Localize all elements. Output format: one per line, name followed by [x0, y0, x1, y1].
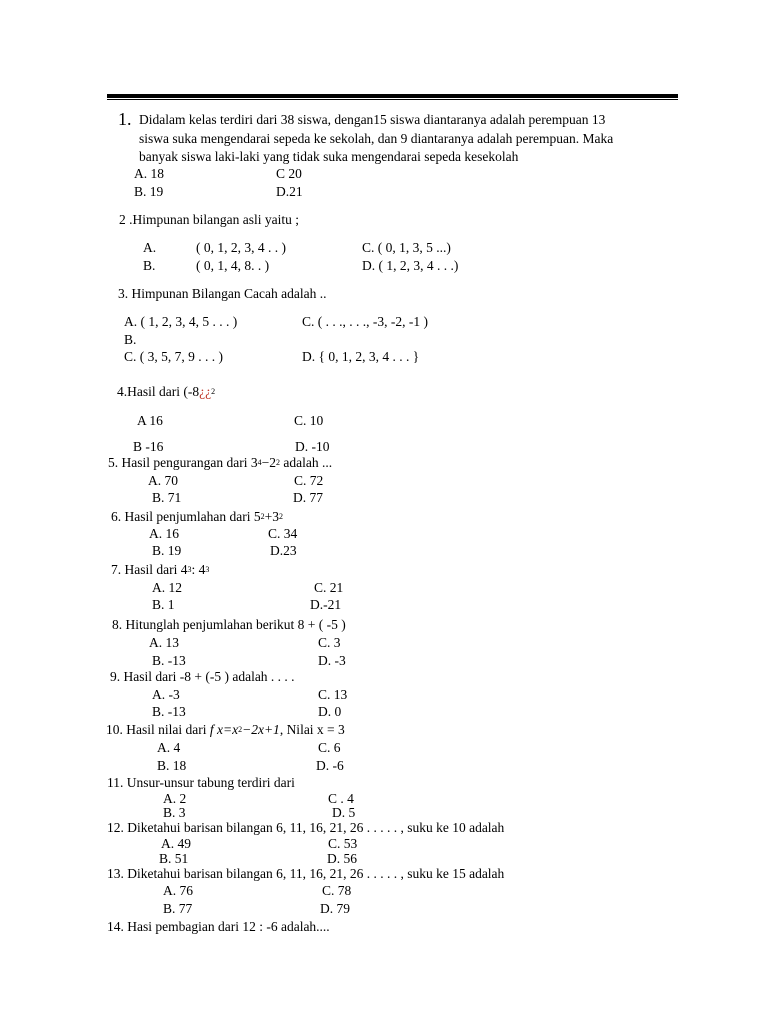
q4-exponent: 2 — [211, 387, 216, 396]
q7-stem — [111, 562, 209, 578]
q11-option-b[interactable]: B. 3 — [163, 805, 186, 820]
q8-option-d[interactable]: D. -3 — [318, 653, 346, 668]
q9-option-d[interactable]: D. 0 — [318, 704, 342, 719]
q12-stem: 12. Diketahui barisan bilangan 6, 11, 16, 21, 26 . . . . . , suku ke 10 adalah — [107, 820, 505, 835]
q11-option-c[interactable]: C . 4 — [328, 791, 354, 806]
q13-stem: 13. Diketahui barisan bilangan 6, 11, 16, 21, 26 . . . . . , suku ke 15 adalah — [107, 866, 505, 881]
q6-stem — [111, 509, 283, 525]
q1-option-b[interactable]: B. 19 — [134, 184, 164, 199]
q8-option-a[interactable]: A. 13 — [149, 635, 179, 650]
q4-stem — [117, 384, 215, 400]
q10-function-rest: −2x+1 — [242, 722, 280, 737]
q3-stem: 3. Himpunan Bilangan Cacah adalah .. — [118, 286, 327, 301]
q12-option-a[interactable]: A. 49 — [161, 836, 191, 851]
q8-stem: 8. Hitunglah penjumlahan berikut 8 + ( -5 ) — [112, 617, 346, 632]
q7-option-b[interactable]: B. 1 — [152, 597, 175, 612]
q6-option-c[interactable]: C. 34 — [268, 526, 298, 541]
q10-option-d[interactable]: D. -6 — [316, 758, 344, 773]
q5-stem — [108, 455, 332, 471]
q7-exponent-1: 3 — [187, 565, 192, 574]
q4-option-b[interactable]: B -16 — [133, 439, 164, 454]
q2-stem: 2 .Himpunan bilangan asli yaitu ; — [119, 212, 299, 227]
q6-plus-term: +3 — [264, 509, 279, 524]
q2-option-b-label[interactable]: B. — [143, 258, 156, 273]
q11-option-a[interactable]: A. 2 — [163, 791, 187, 806]
q6-stem-text: 6. Hasil penjumlahan dari 5 — [111, 509, 261, 524]
q3-option-b-label[interactable]: B. — [124, 332, 137, 347]
q10-stem-end: , Nilai x = 3 — [279, 722, 345, 737]
q10-stem — [106, 722, 345, 738]
q10-option-c[interactable]: C. 6 — [318, 740, 341, 755]
q5-exponent-1: 4 — [257, 458, 262, 467]
q12-option-b[interactable]: B. 51 — [159, 851, 189, 866]
q10-stem-text: 10. Hasil nilai dari — [106, 722, 210, 737]
q9-stem: 9. Hasil dari -8 + (-5 ) adalah . . . . — [110, 669, 295, 684]
q2-option-b[interactable]: ( 0, 1, 4, 8. . ) — [196, 258, 270, 273]
q3-option-c[interactable]: C. ( . . ., . . ., -3, -2, -1 ) — [302, 314, 428, 329]
q7-divide-term: : 4 — [191, 562, 206, 577]
q4-option-a[interactable]: A 16 — [137, 413, 163, 428]
q1-number: 1. — [118, 109, 132, 129]
q9-option-b[interactable]: B. -13 — [152, 704, 186, 719]
q10-option-a[interactable]: A. 4 — [157, 740, 181, 755]
q6-option-d[interactable]: D.23 — [270, 543, 297, 558]
q12-option-c[interactable]: C. 53 — [328, 836, 358, 851]
q12-option-d[interactable]: D. 56 — [327, 851, 357, 866]
q1-option-d[interactable]: D.21 — [276, 184, 303, 199]
q5-stem-end: adalah ... — [279, 455, 333, 470]
q10-function-name: f x — [209, 722, 223, 737]
q1-option-c[interactable]: C 20 — [276, 166, 302, 181]
q5-option-b[interactable]: B. 71 — [152, 490, 182, 505]
q1-stem-line3: banyak siswa laki-laki yang tidak suka mengendarai sepeda kesekolah — [139, 149, 519, 164]
q5-option-c[interactable]: C. 72 — [294, 473, 324, 488]
q1-stem-line2: siswa suka mengendarai sepeda ke sekolah, dan 9 diantaranya adalah perempuan. Maka — [139, 131, 614, 146]
q2-option-d[interactable]: D. ( 1, 2, 3, 4 . . .) — [362, 258, 459, 273]
q7-stem-text: 7. Hasil dari 4 — [111, 562, 188, 577]
q2-option-a-label[interactable]: A. — [143, 240, 157, 255]
header-rule-thick — [107, 94, 678, 98]
q3-option-a[interactable]: A. ( 1, 2, 3, 4, 5 . . . ) — [124, 314, 238, 329]
q4-missing-glyph: ¿¿ — [199, 384, 212, 399]
q6-exponent-2: 2 — [278, 512, 283, 521]
q8-option-c[interactable]: C. 3 — [318, 635, 341, 650]
q13-option-b[interactable]: B. 77 — [163, 901, 193, 916]
q5-stem-text: 5. Hasil pengurangan dari 3 — [108, 455, 258, 470]
q5-option-a[interactable]: A. 70 — [148, 473, 178, 488]
q8-option-b[interactable]: B. -13 — [152, 653, 186, 668]
q10-exponent: 2 — [238, 725, 243, 734]
q5-exponent-2: 2 — [275, 458, 280, 467]
q13-option-c[interactable]: C. 78 — [322, 883, 352, 898]
q11-option-d[interactable]: D. 5 — [332, 805, 356, 820]
q10-function-x: =x — [222, 722, 239, 737]
q13-option-a[interactable]: A. 76 — [163, 883, 193, 898]
q2-option-a[interactable]: ( 0, 1, 2, 3, 4 . . ) — [196, 240, 286, 255]
q7-exponent-2: 3 — [205, 565, 210, 574]
q3-option-d[interactable]: D. { 0, 1, 2, 3, 4 . . . } — [302, 349, 420, 364]
q6-option-b[interactable]: B. 19 — [152, 543, 182, 558]
q6-option-a[interactable]: A. 16 — [149, 526, 179, 541]
q7-option-c[interactable]: C. 21 — [314, 580, 344, 595]
q5-option-d[interactable]: D. 77 — [293, 490, 323, 505]
header-rule-thin — [107, 99, 678, 100]
q4-option-d[interactable]: D. -10 — [295, 439, 330, 454]
q5-minus-term: −2 — [261, 455, 276, 470]
q10-option-b[interactable]: B. 18 — [157, 758, 187, 773]
q9-option-a[interactable]: A. -3 — [152, 687, 180, 702]
q11-stem: 11. Unsur-unsur tabung terdiri dari — [107, 775, 295, 790]
q1-stem-line1: Didalam kelas terdiri dari 38 siswa, dengan15 siswa diantaranya adalah perempuan 13 — [139, 112, 606, 127]
q14-stem: 14. Hasi pembagian dari 12 : -6 adalah.... — [107, 919, 330, 934]
q2-option-c[interactable]: C. ( 0, 1, 3, 5 ...) — [362, 240, 451, 255]
q13-option-d[interactable]: D. 79 — [320, 901, 350, 916]
q7-option-d[interactable]: D.-21 — [310, 597, 342, 612]
q6-exponent-1: 2 — [260, 512, 265, 521]
q3-option-c-second[interactable]: C. ( 3, 5, 7, 9 . . . ) — [124, 349, 223, 364]
q1-option-a[interactable]: A. 18 — [134, 166, 164, 181]
q7-option-a[interactable]: A. 12 — [152, 580, 182, 595]
q4-stem-text: 4.Hasil dari (-8 — [117, 384, 200, 399]
q9-option-c[interactable]: C. 13 — [318, 687, 348, 702]
q4-option-c[interactable]: C. 10 — [294, 413, 324, 428]
